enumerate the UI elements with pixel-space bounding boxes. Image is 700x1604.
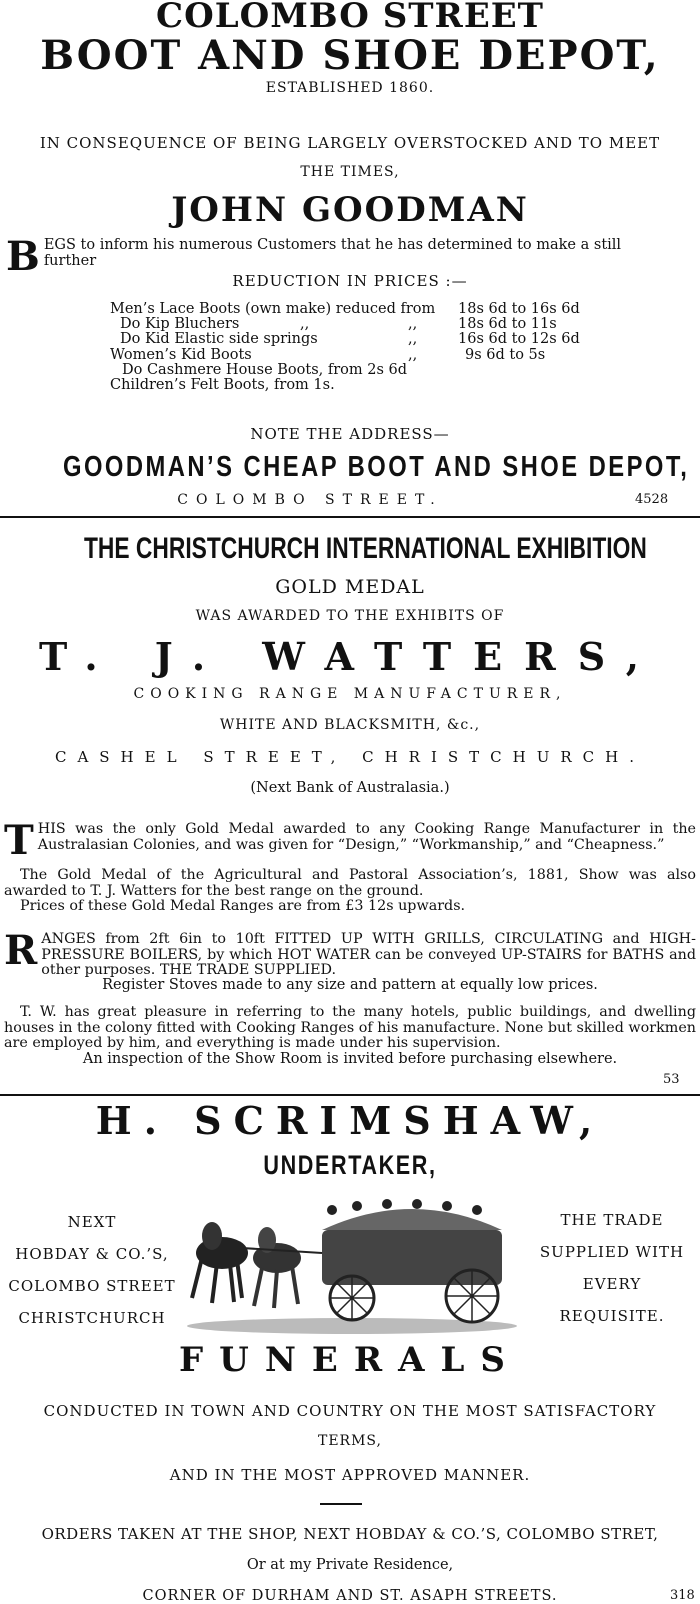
ad2-next-bank: (Next Bank of Australasia.)	[250, 780, 450, 796]
price-item: Do Kid Elastic side springs	[120, 331, 318, 348]
price-item: Do Kip Bluchers	[120, 316, 240, 333]
ad1-note-address: NOTE THE ADDRESS—	[250, 425, 450, 443]
ad2-paragraph-6: T. W. has great pleasure in referring to the many hotels, public buildings, and dwelling houses in the colony fitted with Cooking Ranges of his manufacture. None but skilled workmen are employed by him, and everything is made under his supervision.	[4, 1004, 696, 1051]
ad2-p1-text: HIS was the only Gold Medal awarded to any Cooking Range Manufacturer in the Australasian Colonies, and was given for “Design,” “Workmanship,” and “Cheapness.”	[37, 821, 696, 853]
ad2-paragraph-2: The Gold Medal of the Agricultural and Pastoral Association’s, 1881, Show was also awarded to T. J. Watters for the best range on the ground.	[4, 867, 696, 899]
ad3-left-line: CHRISTCHURCH	[18, 1309, 166, 1327]
ad3-private-residence: Or at my Private Residence,	[246, 1557, 454, 1573]
ad2-smith: WHITE AND BLACKSMITH, &c.,	[219, 717, 481, 733]
ad1-reduction-heading: REDUCTION IN PRICES :—	[232, 272, 468, 290]
ad1-street: COLOMBO STREET.	[177, 492, 443, 508]
ad2-merchant-name: T. J. WATTERS,	[38, 634, 662, 679]
divider	[0, 1094, 700, 1096]
ad3-conducted-line1: CONDUCTED IN TOWN AND COUNTRY ON THE MOST SATISFACTORY	[43, 1402, 657, 1420]
ad2-paragraph-4	[4, 927, 696, 979]
price-value: 18s 6d to 16s 6d	[458, 301, 580, 317]
ad3-ref-number: 318	[670, 1588, 695, 1603]
ad3-title: UNDERTAKER,	[263, 1150, 437, 1180]
ad1-begs-text-2: further	[43, 252, 97, 269]
ad3-approved: AND IN THE MOST APPROVED MANNER.	[169, 1466, 531, 1484]
ad3-funerals: FUNERALS	[179, 1340, 521, 1380]
ad3-corner: CORNER OF DURHAM AND ST. ASAPH STREETS.	[142, 1588, 558, 1604]
price-item: Children’s Felt Boots, from 1s.	[110, 376, 335, 393]
ad1-heading-line2: BOOT AND SHOE DEPOT,	[40, 32, 660, 79]
ad1-established: ESTABLISHED 1860.	[265, 80, 435, 96]
ditto-mark: ,,	[408, 346, 418, 363]
ad2-dropcap-r: R	[4, 927, 38, 974]
ad2-paragraph-1	[4, 817, 696, 864]
ditto-mark: ,,	[408, 331, 418, 348]
short-divider	[320, 1503, 362, 1505]
ad3-left-column	[0, 1206, 184, 1334]
ad1-begs-paragraph	[6, 233, 696, 280]
ad1-heading-line1: COLOMBO STREET	[156, 0, 544, 36]
ad3-left-line: HOBDAY & CO.’S,	[15, 1245, 169, 1263]
ad3-right-line: EVERY	[582, 1275, 642, 1293]
ad1-intro-line1: IN CONSEQUENCE OF BEING LARGELY OVERSTOCKED AND TO MEET	[39, 134, 661, 152]
ad1-depot-name: GOODMAN’S CHEAP BOOT AND SHOE DEPOT,	[63, 451, 690, 483]
ad3-right-line: THE TRADE	[560, 1211, 664, 1229]
ad1-dropcap: B	[6, 233, 40, 280]
ad2-ref-number: 53	[663, 1072, 680, 1087]
ad2-exhibition: THE CHRISTCHURCH INTERNATIONAL EXHIBITION	[84, 532, 647, 565]
ad2-p4-text: ANGES from 2ft 6in to 10ft FITTED UP WITH GRILLS, CIRCULATING and HIGH-PRESSURE BOILERS, by which HOT WATER can be conveyed UP-STAIRS for BATHS and other purposes. THE TRADE SUPPLIED.	[41, 931, 696, 978]
ad3-conducted-line2: TERMS,	[318, 1433, 382, 1449]
ad2-trade: COOKING RANGE MANUFACTURER,	[133, 686, 567, 702]
ditto-mark: ,,	[300, 316, 310, 333]
ad3-right-column	[522, 1204, 700, 1332]
divider	[0, 516, 700, 518]
price-value: 9s 6d to 5s	[465, 346, 546, 363]
price-item: Do Cashmere House Boots, from 2s 6d	[122, 361, 408, 378]
ad2-awarded: WAS AWARDED TO THE EXHIBITS OF	[195, 608, 505, 624]
ad3-left-line: COLOMBO STREET	[8, 1277, 176, 1295]
price-item: Men’s Lace Boots (own make) reduced from	[110, 301, 436, 317]
hearse-engraving-icon	[182, 1198, 522, 1338]
ad1-intro-line2: THE TIMES,	[300, 164, 400, 180]
ad3-orders: ORDERS TAKEN AT THE SHOP, NEXT HOBDAY & CO.’S, COLOMBO STRET,	[41, 1525, 659, 1543]
price-item: Women’s Kid Boots	[110, 346, 252, 363]
ad2-paragraph-5: Register Stoves made to any size and pattern at equally low prices.	[102, 977, 598, 993]
ad2-address: CASHEL STREET, CHRISTCHURCH.	[54, 748, 646, 766]
ad1-ref-number: 4528	[635, 492, 669, 507]
ad1-begs-text: EGS to inform his numerous Customers that he has determined to make a still	[43, 237, 622, 253]
ad2-paragraph-7: An inspection of the Show Room is invited before purchasing elsewhere.	[82, 1051, 618, 1067]
ad3-merchant-name: H. SCRIMSHAW,	[95, 1098, 605, 1143]
ad2-gold-medal: GOLD MEDAL	[275, 576, 425, 598]
ad2-paragraph-3: Prices of these Gold Medal Ranges are from £3 12s upwards.	[20, 898, 466, 914]
price-value: 18s 6d to 11s	[458, 316, 557, 333]
ad1-merchant-name: JOHN GOODMAN	[171, 190, 529, 230]
ditto-mark: ,,	[408, 316, 418, 333]
price-value: 16s 6d to 12s 6d	[458, 331, 580, 348]
ad2-dropcap-t: T	[4, 817, 34, 864]
ad3-right-line: SUPPLIED WITH	[539, 1243, 685, 1261]
ad3-left-line: NEXT	[67, 1213, 117, 1231]
ad3-right-line: REQUISITE.	[559, 1307, 665, 1325]
